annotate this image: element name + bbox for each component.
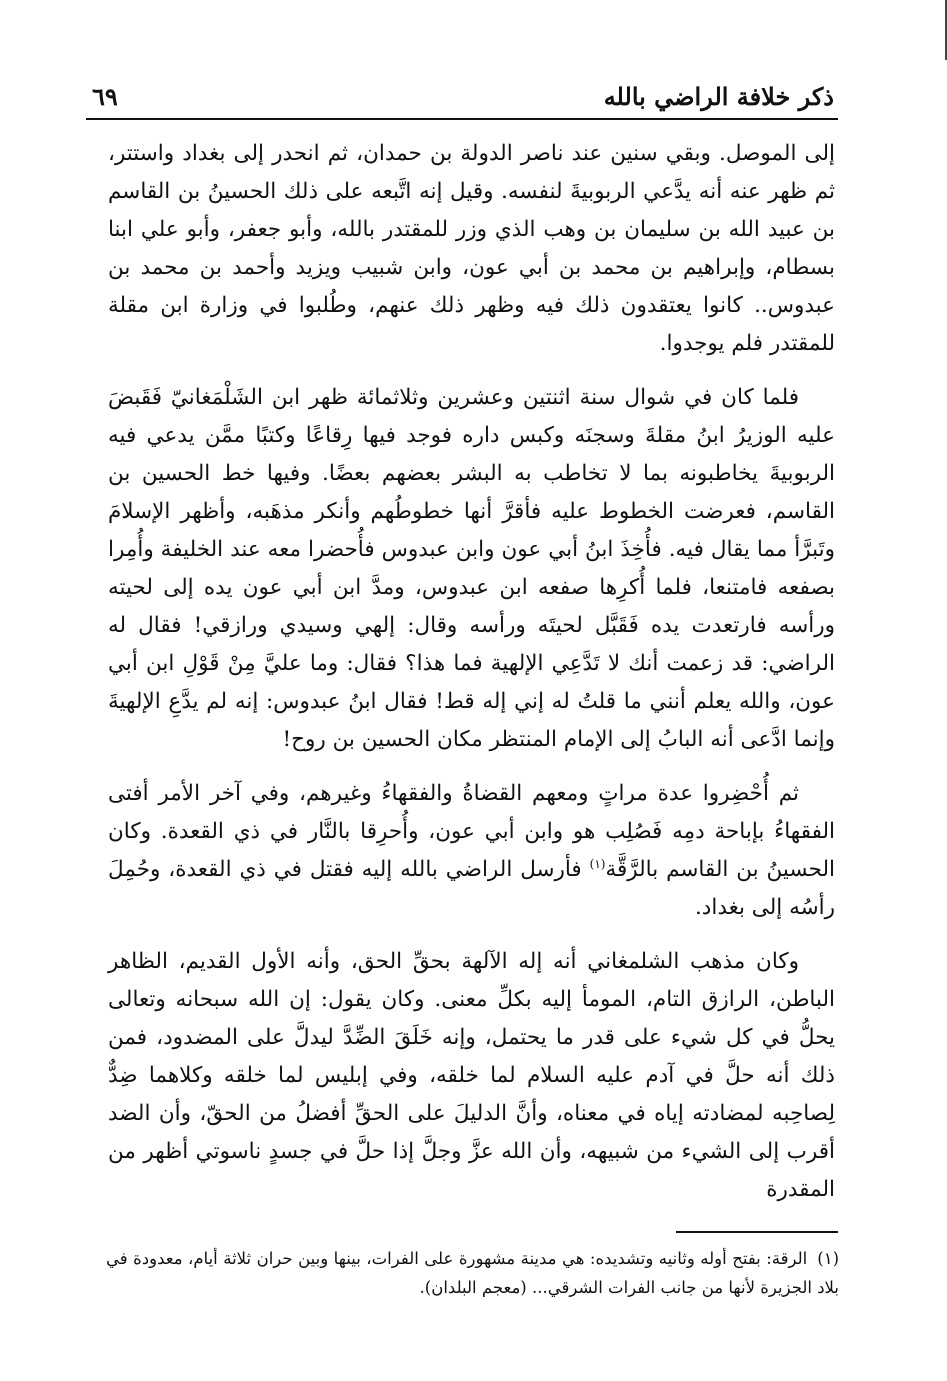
footnote-number: (١): [817, 1249, 839, 1268]
chapter-title: ذكر خلافة الراضي بالله: [603, 82, 834, 111]
footnote: [106, 1244, 839, 1302]
main-text: [108, 135, 835, 1209]
header-rule: [86, 118, 838, 120]
paragraph-3: [108, 775, 835, 927]
footnote-text: الرقة: بفتح أوله وثانيه وتشديده: هي مدينة مشهورة على الفرات، بينها وبين حران ثلاثة أيام، معدودة في بلاد الجزيرة لأنها من جانب الفرات الشرقي... (معجم البلدان).: [106, 1249, 839, 1297]
paragraph-3-part-1: ثم أُحْضِروا عدة مراتٍ ومعهم القضاةُ والفقهاءُ وغيرهم، وفي آخر الأمر أفتى الفقهاءُ بإباحة دمِه فَصُلِب هو وابن أبي عون، وأُحرِقا بالنَّار في ذي القعدة. وكان الحسينُ بن القاسم بالرَّقَّة: [108, 781, 835, 882]
paragraph-2: فلما كان في شوال سنة اثنتين وعشرين وثلاثمائة ظهر ابن الشَلْمَغانيّ فَقَبضَ عليه الوزيرُ ابنُ مقلةَ وسجنَه وكبس داره فوجد فيها رِقاعًا وكتبًا ممَّن يدعي فيه الربوبيةَ يخاطبونه بما لا تخاطب به البشر بعضهم بعضًا. وفيها خط الحسين بن القاسم، فعرضت الخطوط عليه فأقرَّ أنها خطوطُهم وأنكر مذهَبه، وأظهر الإسلامَ وتَبرَّأ مما يقال فيه. فأُخِذَ ابنُ أبي عون وابن عبدوس فأُحضرا معه عند الخليفة وأُمِرا بصفعه فامتنعا، فلما أُكرِها صفعه ابن عبدوس، ومدَّ ابن أبي عون يده إلى لحيته ورأسه فارتعدت يده فَقَبَّل لحيتَه ورأسه وقال: إلهي وسيدي ورازقي! فقال له الراضي: قد زعمت أنك لا تَدَّعِي الإلهية فما هذا؟ فقال: وما عليَّ مِنْ قَوْلِ ابن أبي عون، والله يعلم أنني ما قلتُ له إني إله قط! فقال ابنُ عبدوس: إنه لم يدَّعِ الإلهيةَ وإنما ادَّعى أنه البابُ إلى الإمام المنتظر مكان الحسين بن روح!: [108, 385, 835, 752]
paragraph-1: إلى الموصل. وبقي سنين عند ناصر الدولة بن حمدان، ثم انحدر إلى بغداد واستتر، ثم ظهر عنه أنه يدَّعي الربوبيةَ لنفسه. وقيل إنه اتَّبعه على ذلك الحسينُ بن القاسم بن عبيد الله بن سليمان بن وهب الذي وزر للمقتدر بالله، وأبو جعفر، وأبو علي ابنا بسطام، وإبراهيم بن محمد بن أبي عون، وابن شبيب ويزيد وأحمد بن محمد بن عبدوس.. كانوا يعتقدون ذلك فيه وظهر ذلك عنهم، وطُلبوا في وزارة ابن مقلة للمقتدر فلم يوجدوا.: [108, 141, 835, 356]
running-header: [92, 78, 834, 118]
paragraph-3-part-2: فأرسل الراضي بالله إليه فقتل في ذي القعدة، وحُمِلَ رأسُه إلى بغداد.: [108, 857, 835, 920]
footnote-rule: [676, 1231, 838, 1233]
paragraph-4: وكان مذهب الشلمغاني أنه إله الآلهة بحقِّ الحق، وأنه الأول القديم، الظاهر الباطن، الرازق التام، المومأ إليه بكلِّ معنى. وكان يقول: إن الله سبحانه وتعالى يحلُّ في كل شيء على قدر ما يحتمل، وإنه خَلَقَ الضِّدَّ ليدلَّ على المضدود، فمن ذلك أنه حلَّ في آدم عليه السلام لما خلقه، وفي إبليس لما خلقه وكلاهما ضِدٌّ لِصاحِبه لمضادته إياه في معناه، وأنَّ الدليلَ على الحقِّ أفضلُ من الحقّ، وأن الضد أقرب إلى الشيء من شبيهه، وأن الله عزَّ وجلَّ إذا حلَّ في جسدٍ ناسوتي أظهر من المقدرة: [108, 949, 835, 1202]
page-edge-mark: [941, 0, 947, 60]
footnote-reference[interactable]: (١): [589, 856, 606, 871]
page-number: ٦٩: [92, 82, 118, 111]
